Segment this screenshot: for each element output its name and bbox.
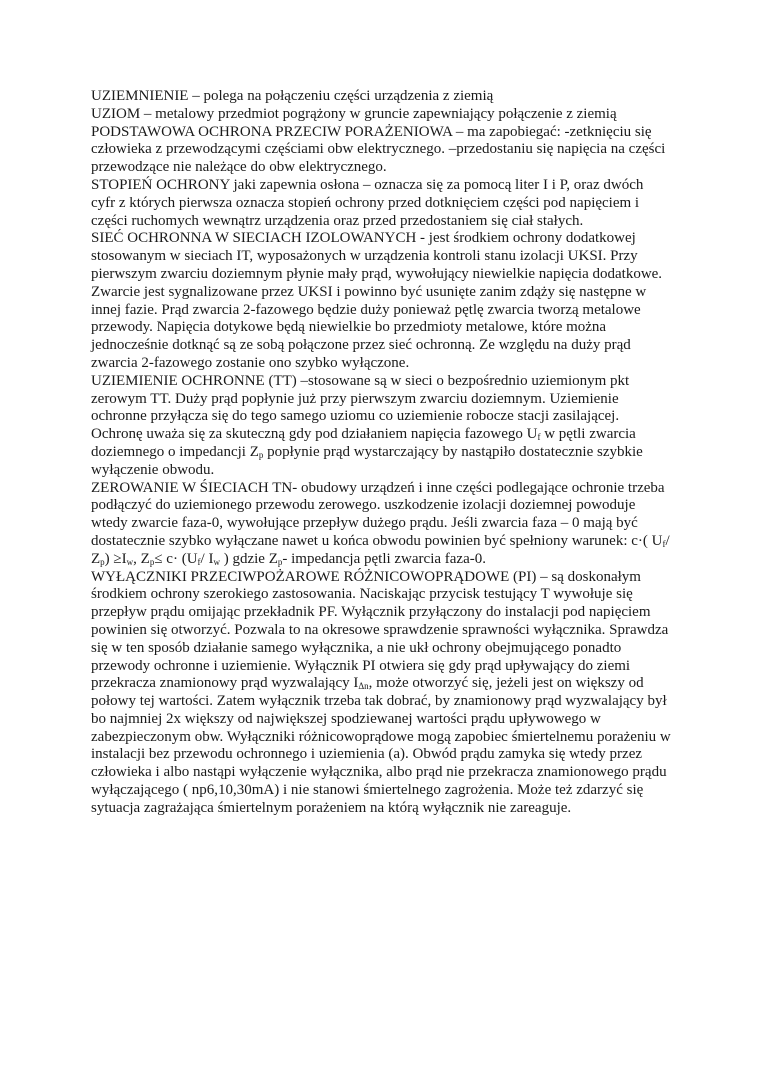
paragraph xyxy=(91,88,671,106)
text-run: ) gdzie Z xyxy=(219,550,278,567)
text-run: ZEROWANIE W ŚIECIACH TN- obudowy urządzeń i inne części podlegające ochronie trzeba podłączyć do uziemionego przewodu zerowego. uszkodzenie izolacji doziemnej powoduje wtedy zwarcie faza-0, wywołujące przepływ dużego prądu. Jeśli zwarcia faza – 0 mają być dostatecznie szybko wyłączane nawet u końca obwodu powinien być spełniony warunek: c·( U xyxy=(91,479,665,549)
subscript: f xyxy=(537,432,541,443)
text-run: - impedancja pętli zwarcia faza-0. xyxy=(282,550,486,567)
text-run: popłynie prąd wystarczający by nastąpiło dostatecznie szybkie wyłączenie obwodu. xyxy=(91,443,643,478)
text-run: SIEĆ OCHRONNA W SIECIACH IZOLOWANYCH - jest środkiem ochrony dodatkowej stosowanym w sieciach IT, wyposażonych w urządzenia kontroli stanu izolacji UKSI. Przy pierwszym zwarciu doziemnym płynie mały prąd, wywołujący niewielkie napięcia dodatkowe. Zwarcie jest sygnalizowane przez UKSI i powinno być usunięte zanim zdąży się następne w innej fazie. Prąd zwarcia 2-fazowego będzie duży ponieważ pętlę zwarcia tworzą metalowe przewody. Napięcia dotykowe będą niewielkie bo przedmioty metalowe, które można jednocześnie dotknąć są ze sobą połączone przez sieć ochronną. Ze względu na duży prąd zwarcia 2-fazowego zostanie ono szybko wyłączone. xyxy=(91,230,663,371)
paragraph xyxy=(91,177,671,230)
text-run: w pętli zwarcia doziemnego o impedancji Z xyxy=(91,426,636,460)
paragraph xyxy=(91,124,671,177)
text-run: UZIEMNIENIE – polega na połączeniu części urządzenia z ziemią xyxy=(91,88,494,104)
text-run: PODSTAWOWA OCHRONA PRZECIW PORAŻENIOWA – ma zapobiegać: -zetknięciu się człowieka z przewodzącymi częściami obw elektrycznego. –przedostaniu się napięcia na części przewodzące nie należące do obw elektrycznego. xyxy=(91,123,666,176)
subscript: f xyxy=(662,538,666,549)
text-run: STOPIEŃ OCHRONY jaki zapewnia osłona – oznacza się za pomocą liter I i P, oraz dwóch cyfr z których pierwsza oznacza stopień ochrony przed dotknięciem części pod napięciem i części ruchomych wewnątrz urządzenia oraz przed przedostaniem się ciał stałych. xyxy=(91,176,644,229)
document-body xyxy=(91,88,671,818)
text-run: ≤ c· (U xyxy=(154,550,198,567)
paragraph xyxy=(91,230,671,372)
text-run: , może otworzyć się, jeżeli jest on większy od połowy tej wartości. Zatem wyłącznik trzeba tak dobrać, by znamionowy prąd wyzwalający był bo najmniej 2x większy od największej spodziewanej wartości prądu upływowego w zabezpieczonym obw. Wyłączniki różnicowoprądowe mogą zapobiec śmiertelnemu porażeniu w instalacji bez przewodu ochronnego i uziemienia (a). Obwód prądu zamyka się wtedy przez człowieka i albo nastąpi wyłączenie wyłącznika, albo prąd nie przekracza znamionowego prądu wyłączającego ( np6,10,30mA) i nie stanowi śmiertelnego zagrożenia. Może też zdarzyć się sytuacja zagrażająca śmiertelnym porażeniem na którą wyłącznik nie zareaguje. xyxy=(91,675,671,816)
paragraph xyxy=(91,569,671,818)
text-run: WYŁĄCZNIKI PRZECIWPOŻAROWE RÓŻNICOWOPRĄDOWE (PI) – są doskonałym środkiem ochrony szerokiego zastosowania. Naciskając przycisk testujący T wywołuje się przepływ prądu omijając przekładnik PF. Wyłącznik przyłączony do instalacji pod napięciem powinien się otworzyć. Pozwala to na okresowe sprawdzenie sprawności wyłącznika. Sprawdza się w ten sposób działanie samego wyłącznika, a nie ukł ochrony obejmującego ponadto przewody ochronne i uziemienie. Wyłącznik PI otwiera się gdy prąd upływający do ziemi przekracza znamionowy prąd wyzwalający I xyxy=(91,568,669,692)
subscript: f xyxy=(197,556,201,567)
paragraph xyxy=(91,106,671,124)
text-run: UZIEMIENIE OCHRONNE (TT) –stosowane są w sieci o bezpośrednio uziemionym pkt zerowym TT. Duży prąd popłynie już przy pierwszym zwarciu doziemnym. Uziemienie ochronne przyłącza się do tego samego uziomu co uziemienie robocze stacji zasilającej. Ochronę uważa się za skuteczną gdy pod działaniem napięcia fazowego U xyxy=(91,372,630,443)
paragraph xyxy=(91,373,671,480)
subscript: w xyxy=(213,556,220,567)
subscript: p xyxy=(277,556,283,567)
text-run: / Z xyxy=(91,532,670,567)
paragraph xyxy=(91,480,671,569)
subscript: Δn xyxy=(358,681,369,692)
text-run: , Z xyxy=(133,550,150,567)
subscript: p xyxy=(100,556,105,567)
subscript: p xyxy=(258,449,264,460)
text-run: / I xyxy=(200,550,214,567)
subscript: p xyxy=(149,556,155,567)
subscript: w xyxy=(126,556,134,567)
text-run: UZIOM – metalowy przedmiot pogrążony w gruncie zapewniający połączenie z ziemią xyxy=(91,105,617,122)
text-run: ) ≥I xyxy=(104,550,127,567)
